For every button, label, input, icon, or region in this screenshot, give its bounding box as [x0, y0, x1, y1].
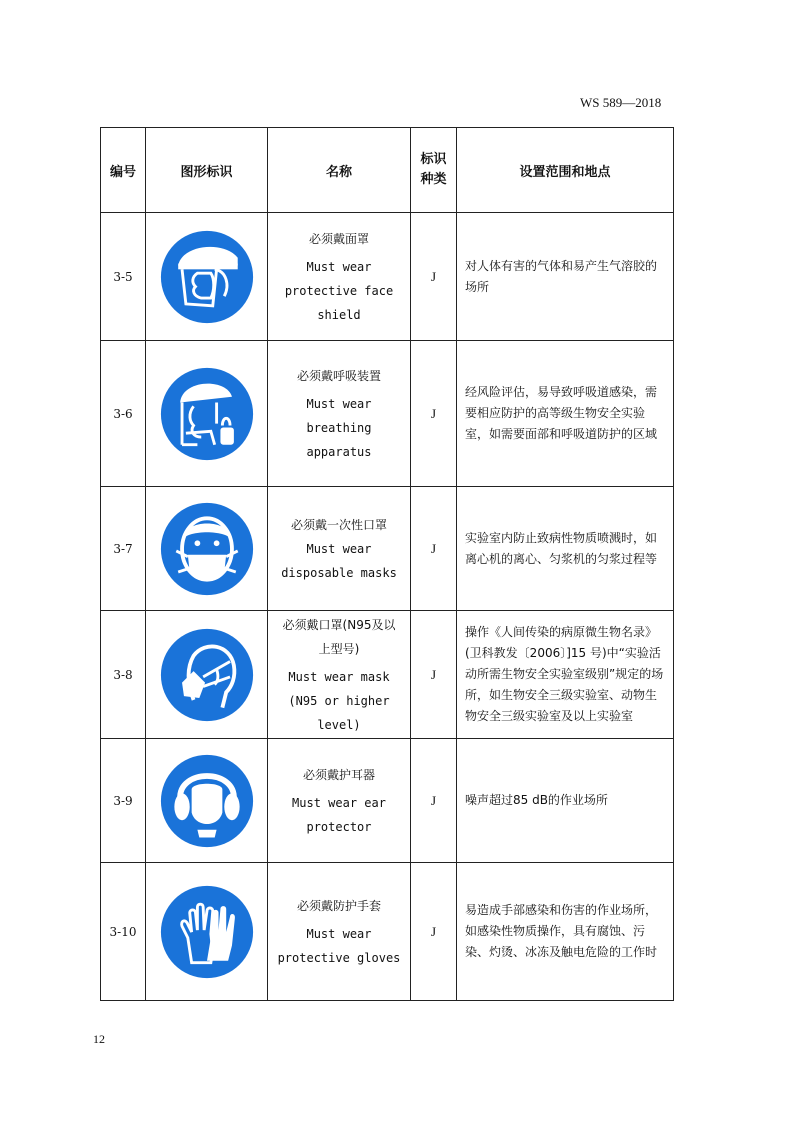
header-name: 名称	[268, 128, 411, 213]
table-row	[101, 487, 674, 611]
sign-name-cell	[268, 213, 411, 341]
sign-name-en: Must wear mask (N95 or higher level)	[288, 669, 390, 732]
sign-name-cn: 必须戴面罩	[308, 231, 369, 246]
table-row	[101, 739, 674, 863]
sign-cell	[146, 213, 268, 341]
sign-name-en: Must wear ear protector	[292, 795, 386, 834]
sign-name-en: Must wear disposable masks	[281, 541, 397, 580]
header-location: 设置范围和地点	[457, 128, 674, 213]
sign-type-cell	[411, 863, 457, 1001]
sign-location: 对人体有害的气体和易产生气溶胶的场所	[457, 213, 674, 341]
face-shield-icon	[159, 229, 255, 325]
sign-type: J	[430, 666, 437, 682]
row-number: 3-5	[101, 213, 146, 341]
sign-name-en: Must wear protective gloves	[277, 926, 401, 965]
sign-name-cn: 必须戴护耳器	[302, 767, 375, 782]
n95-mask-icon	[159, 627, 255, 723]
sign-name-cell	[268, 341, 411, 487]
sign-name-cn: 必须戴口罩(N95及以上型号)	[282, 617, 396, 656]
protective-gloves-icon	[159, 884, 255, 980]
disposable-mask-icon	[159, 501, 255, 597]
header-graphic: 图形标识	[146, 128, 268, 213]
sign-location: 实验室内防止致病性物质喷溅时，如离心机的离心、匀浆机的匀浆过程等	[457, 487, 674, 611]
sign-cell	[146, 739, 268, 863]
sign-location: 易造成手部感染和伤害的作业场所，如感染性物质操作，具有腐蚀、污染、灼烫、冰冻及触电危险的工作时	[457, 863, 674, 1001]
sign-name-en: Must wear protective face shield	[284, 259, 394, 322]
sign-location: 经风险评估，易导致呼吸道感染，需要相应防护的高等级生物安全实验室，如需要面部和呼吸道防护的区域	[457, 341, 674, 487]
sign-type: J	[430, 792, 437, 808]
sign-cell	[146, 611, 268, 739]
breathing-apparatus-icon	[159, 366, 255, 462]
sign-type-cell	[411, 487, 457, 611]
sign-type-cell	[411, 611, 457, 739]
sign-name-cn: 必须戴防护手套	[296, 898, 381, 913]
header-type-label: 标识种类	[420, 152, 447, 187]
sign-name-cn: 必须戴一次性口罩	[290, 517, 387, 532]
sign-name-cn: 必须戴呼吸装置	[296, 368, 381, 383]
sign-name-cell	[268, 739, 411, 863]
row-number: 3-10	[101, 863, 146, 1001]
sign-cell	[146, 863, 268, 1001]
sign-name-cell	[268, 487, 411, 611]
sign-type-cell	[411, 213, 457, 341]
sign-type: J	[430, 405, 437, 421]
sign-name-en: Must wear breathing apparatus	[306, 396, 372, 459]
standard-code: WS 589—2018	[580, 95, 662, 110]
sign-name-cell	[268, 863, 411, 1001]
table-row	[101, 341, 674, 487]
sign-cell	[146, 487, 268, 611]
safety-sign-table	[100, 127, 674, 1001]
sign-type-cell	[411, 341, 457, 487]
sign-type: J	[430, 540, 437, 556]
row-number: 3-6	[101, 341, 146, 487]
row-number: 3-7	[101, 487, 146, 611]
header-type	[411, 128, 457, 213]
sign-type: J	[430, 268, 437, 284]
table-row	[101, 213, 674, 341]
sign-name-cell	[268, 611, 411, 739]
page-number: 12	[93, 1032, 105, 1046]
table-row	[101, 611, 674, 739]
row-number: 3-9	[101, 739, 146, 863]
sign-type-cell	[411, 739, 457, 863]
sign-cell	[146, 341, 268, 487]
ear-protector-icon	[159, 753, 255, 849]
table-row	[101, 863, 674, 1001]
sign-type: J	[430, 923, 437, 939]
table-header-row	[101, 128, 674, 213]
header-number: 编号	[101, 128, 146, 213]
sign-location: 噪声超过85 dB的作业场所	[457, 739, 674, 863]
row-number: 3-8	[101, 611, 146, 739]
sign-location: 操作《人间传染的病原微生物名录》(卫科教发〔2006〕]15 号)中“实验活动所需生物安全实验室级别”规定的场所，如生物安全三级实验室、动物生物安全三级实验室及以上实验室	[457, 611, 674, 739]
